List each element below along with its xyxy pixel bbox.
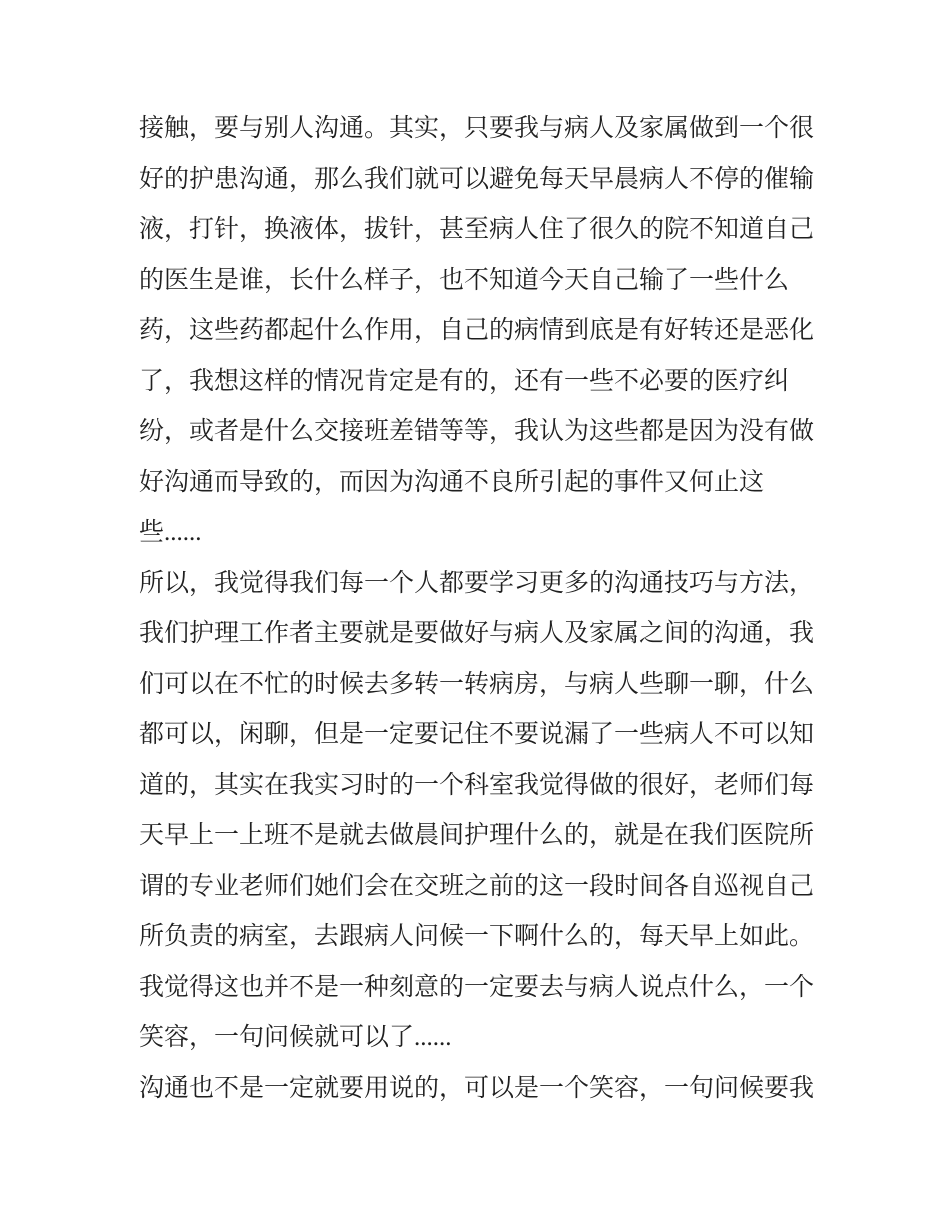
text-line: 药，这些药都起什么作用，自己的病情到底是有好转还是恶化 (139, 317, 815, 344)
text-line: 天早上一上班不是就去做晨间护理什么的，就是在我们医院所 (139, 822, 815, 849)
text-line: 好的护患沟通，那么我们就可以避免每天早晨病人不停的催输 (139, 165, 815, 193)
text-line: 了，我想这样的情况肯定是有的，还有一些不必要的医疗纠 (139, 367, 790, 395)
text-line: 都可以，闲聊，但是一定要记住不要说漏了一些病人不可以知 (139, 721, 815, 748)
paragraph (139, 1064, 829, 1115)
paragraph (139, 559, 829, 1064)
text-line: 沟通也不是一定就要用说的，可以是一个笑容，一句问候要我 (139, 1074, 815, 1102)
text-line: 纷，或者是什么交接班差错等等，我认为这些都是因为没有做 (139, 418, 815, 445)
text-line: 好沟通而导致的，而因为沟通不良所引起的事件又何止这 (139, 468, 765, 496)
text-line: 们可以在不忙的时候去多转一转病房，与病人些聊一聊，什么 (139, 670, 815, 698)
text-line: 我觉得这也并不是一种刻意的一定要去与病人说点什么，一个 (139, 973, 815, 1001)
document-text (139, 104, 829, 1114)
paragraph (139, 104, 829, 559)
text-line: 笑容，一句问候就可以了...... (139, 1024, 452, 1051)
text-line: 所以，我觉得我们每一个人都要学习更多的沟通技巧与方法， (139, 569, 815, 597)
text-line: 我们护理工作者主要就是要做好与病人及家属之间的沟通，我 (139, 620, 815, 647)
text-line: 道的，其实在我实习时的一个科室我觉得做的很好，老师们每 (139, 771, 815, 799)
text-line: 谓的专业老师们她们会在交班之前的这一段时间各自巡视自己 (139, 872, 815, 900)
text-line: 的医生是谁，长什么样子，也不知道今天自己输了一些什么 (139, 266, 790, 294)
text-line: 接触，要与别人沟通。其实，只要我与病人及家属做到一个很 (139, 115, 815, 142)
text-line: 所负责的病室，去跟病人问候一下啊什么的，每天早上如此。 (139, 923, 815, 950)
text-line: 些...... (139, 519, 202, 546)
text-line: 液，打针，换液体，拔针，甚至病人住了很久的院不知道自己 (139, 216, 815, 243)
